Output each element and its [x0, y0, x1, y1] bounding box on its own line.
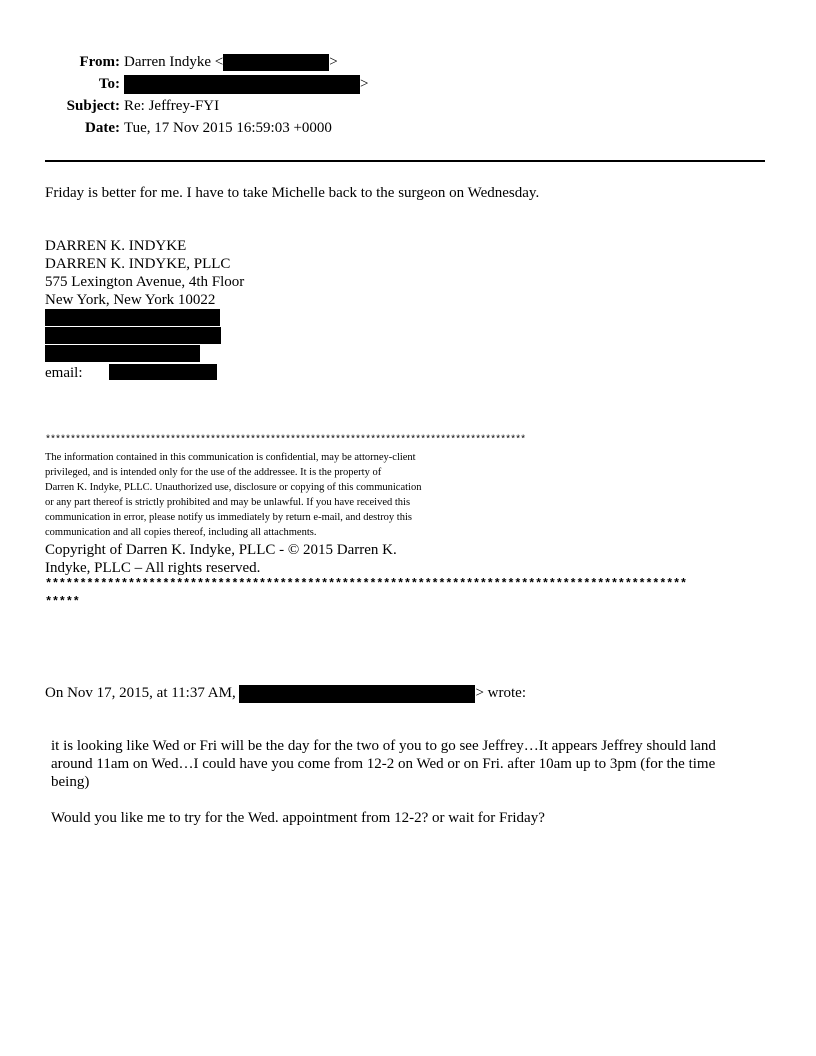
date-value: Tue, 17 Nov 2015 16:59:03 +0000	[124, 120, 332, 136]
subject-label: Subject:	[66, 98, 120, 114]
header-date-row	[0, 117, 816, 139]
quoted-question: Would you like me to try for the Wed. appointment from 12-2? or wait for Friday?	[51, 810, 545, 826]
signature-email-label: email:	[45, 365, 83, 381]
copyright-line2: Indyke, PLLC – All rights reserved.	[45, 560, 261, 576]
redaction-block	[45, 309, 220, 326]
signature-name: DARREN K. INDYKE	[45, 238, 187, 254]
reply-text: Friday is better for me. I have to take Michelle back to the surgeon on Wednesday.	[45, 185, 540, 201]
signature-address-line1: 575 Lexington Avenue, 4th Floor	[45, 274, 245, 290]
disclaimer-stars-bottom-tail: *****	[45, 595, 80, 609]
disclaimer-stars-top: ************************************************************************************************	[45, 435, 526, 446]
disclaimer-line: Darren K. Indyke, PLLC. Unauthorized use, disclosure or copying of this communication	[45, 482, 422, 493]
from-suffix: >	[329, 54, 338, 70]
from-name: Darren Indyke <	[124, 54, 224, 70]
quoted-paragraph-line: it is looking like Wed or Fri will be the day for the two of you to go see Jeffrey…It appears Jeffrey should land	[51, 738, 716, 754]
redaction-block	[45, 327, 221, 344]
quoted-intro-suffix: > wrote:	[475, 685, 526, 701]
disclaimer-line: privileged, and is intended only for the use of the addressee. It is the property of	[45, 467, 382, 478]
subject-value: Re: Jeffrey-FYI	[124, 98, 220, 114]
quoted-paragraph-line: around 11am on Wed…I could have you come from 12-2 on Wed or on Fri. after 10am up to 3pm (for the time	[51, 756, 716, 772]
header-to-row	[0, 73, 816, 95]
disclaimer-line: or any part thereof is strictly prohibited and may be unlawful. If you have received this	[45, 497, 411, 508]
header-from-row	[0, 51, 816, 73]
date-label: Date:	[85, 120, 120, 136]
from-value	[124, 51, 338, 73]
quoted-intro-prefix: On Nov 17, 2015, at 11:37 AM,	[45, 685, 236, 701]
from-label: From:	[79, 54, 120, 70]
signature-firm: DARREN K. INDYKE, PLLC	[45, 256, 231, 272]
to-suffix: >	[360, 76, 369, 92]
header-divider	[45, 160, 765, 162]
quoted-paragraph-line: being)	[51, 774, 90, 790]
copyright-line1: Copyright of Darren K. Indyke, PLLC - © 2015 Darren K.	[45, 542, 397, 558]
redaction-block	[223, 54, 329, 71]
redaction-block	[239, 685, 475, 703]
disclaimer-line: The information contained in this communication is confidential, may be attorney-client	[45, 452, 416, 463]
disclaimer-stars-bottom: *********************************************************************************************	[45, 577, 687, 591]
redaction-block	[124, 75, 360, 94]
disclaimer-line: communication and all copies thereof, including all attachments.	[45, 527, 317, 538]
signature-address-line2: New York, New York 10022	[45, 292, 216, 308]
to-label: To:	[98, 76, 120, 92]
quoted-intro	[45, 684, 526, 703]
header-subject-row	[0, 95, 816, 117]
to-value	[124, 73, 368, 95]
disclaimer-line: communication in error, please notify us immediately by return e-mail, and destroy this	[45, 512, 412, 523]
redaction-block	[45, 345, 200, 362]
redaction-block	[109, 364, 217, 380]
